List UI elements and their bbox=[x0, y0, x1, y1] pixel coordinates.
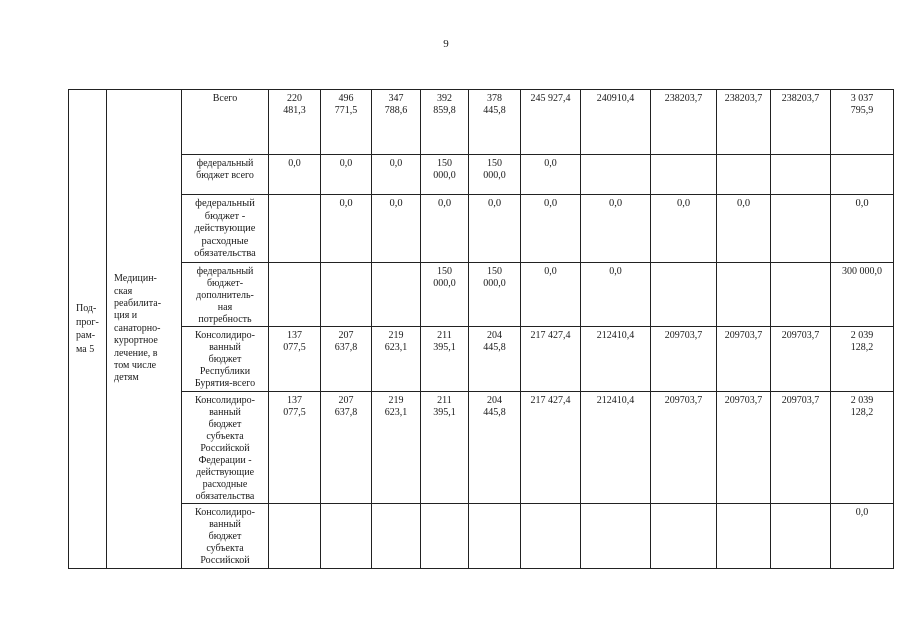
value-cell bbox=[321, 195, 372, 263]
value-cell bbox=[717, 392, 771, 504]
value-cell bbox=[469, 195, 521, 263]
value-cell bbox=[521, 327, 581, 392]
cell-value: 0,0 bbox=[855, 507, 869, 518]
value-cell bbox=[771, 195, 831, 263]
row-label: Консолидиро- ванный бюджет Республики Бурятия-всего bbox=[194, 330, 256, 389]
cell-value: 238203,7 bbox=[781, 93, 820, 104]
cell-value: 219 623,1 bbox=[384, 330, 408, 353]
value-cell bbox=[521, 392, 581, 504]
table-row bbox=[69, 327, 894, 392]
cell-value: 0,0 bbox=[339, 158, 353, 169]
value-cell bbox=[521, 195, 581, 263]
value-cell bbox=[581, 327, 651, 392]
table-row bbox=[69, 263, 894, 327]
row-label-cell bbox=[182, 155, 269, 195]
cell-value: 3 037 795,9 bbox=[850, 93, 874, 116]
value-cell bbox=[469, 155, 521, 195]
value-cell bbox=[581, 504, 651, 569]
value-cell bbox=[421, 263, 469, 327]
value-cell bbox=[421, 504, 469, 569]
value-cell bbox=[469, 263, 521, 327]
value-cell bbox=[421, 195, 469, 263]
value-cell bbox=[771, 504, 831, 569]
value-cell bbox=[521, 263, 581, 327]
cell-value: 211 395,1 bbox=[433, 395, 456, 418]
value-cell bbox=[581, 392, 651, 504]
value-cell bbox=[269, 155, 321, 195]
budget-table bbox=[68, 89, 894, 569]
value-cell bbox=[372, 155, 421, 195]
value-cell bbox=[421, 155, 469, 195]
cell-value: 211 395,1 bbox=[433, 330, 456, 353]
total-cell bbox=[831, 155, 894, 195]
value-cell bbox=[717, 504, 771, 569]
row-label-cell bbox=[182, 392, 269, 504]
total-cell bbox=[831, 327, 894, 392]
table-row bbox=[69, 504, 894, 569]
value-cell bbox=[421, 327, 469, 392]
cell-value: 0,0 bbox=[608, 198, 623, 209]
value-cell bbox=[717, 263, 771, 327]
cell-value: 209703,7 bbox=[664, 395, 703, 406]
cell-value: 207 637,8 bbox=[334, 330, 358, 353]
total-cell bbox=[831, 504, 894, 569]
cell-value: 137 077,5 bbox=[283, 395, 306, 418]
cell-value: 0,0 bbox=[389, 158, 403, 169]
value-cell bbox=[581, 263, 651, 327]
value-cell bbox=[269, 263, 321, 327]
cell-value: 238203,7 bbox=[664, 93, 703, 104]
cell-value: 0,0 bbox=[339, 198, 353, 209]
value-cell bbox=[269, 90, 321, 155]
cell-value: 0,0 bbox=[543, 198, 558, 209]
cell-value: 204 445,8 bbox=[483, 330, 506, 353]
value-cell bbox=[717, 155, 771, 195]
row-label: Всего bbox=[212, 93, 238, 104]
value-cell bbox=[581, 90, 651, 155]
value-cell bbox=[269, 504, 321, 569]
value-cell bbox=[372, 90, 421, 155]
total-cell bbox=[831, 392, 894, 504]
cell-value: 209703,7 bbox=[781, 330, 820, 341]
row-label: Консолидиро- ванный бюджет субъекта Российской Федерации - действующие расходные обязательства bbox=[195, 395, 255, 502]
row-label-cell bbox=[182, 263, 269, 327]
cell-value: 0,0 bbox=[544, 266, 557, 277]
cell-value: 238203,7 bbox=[724, 93, 763, 104]
value-cell bbox=[269, 392, 321, 504]
cell-value: 347 788,6 bbox=[384, 93, 408, 116]
value-cell bbox=[269, 195, 321, 263]
page-number: 9 bbox=[443, 38, 449, 50]
subprogram-label: Медицин- ская реабилита- ция и санаторно- курортное лечение, в том числе детям bbox=[114, 273, 162, 384]
value-cell bbox=[771, 263, 831, 327]
cell-value: 0,0 bbox=[609, 266, 622, 277]
value-cell bbox=[469, 327, 521, 392]
value-cell bbox=[651, 327, 717, 392]
value-cell bbox=[321, 155, 372, 195]
cell-value: 0,0 bbox=[736, 198, 751, 209]
value-cell bbox=[469, 504, 521, 569]
value-cell bbox=[521, 155, 581, 195]
row-label-cell bbox=[182, 504, 269, 569]
cell-value: 220 481,3 bbox=[283, 93, 306, 116]
subprogram-cell bbox=[107, 90, 182, 569]
cell-value: 219 623,1 bbox=[384, 395, 408, 418]
value-cell bbox=[521, 90, 581, 155]
value-cell bbox=[651, 195, 717, 263]
cell-value: 300 000,0 bbox=[842, 266, 882, 277]
value-cell bbox=[469, 392, 521, 504]
value-cell bbox=[651, 263, 717, 327]
row-label: Консолидиро- ванный бюджет субъекта Российской bbox=[195, 507, 255, 566]
value-cell bbox=[717, 327, 771, 392]
cell-value: 240910,4 bbox=[596, 93, 635, 104]
row-label: федеральный бюджет всего bbox=[196, 158, 254, 181]
row-label-cell bbox=[182, 327, 269, 392]
cell-value: 245 927,4 bbox=[530, 93, 571, 104]
value-cell bbox=[581, 195, 651, 263]
cell-value: 0,0 bbox=[437, 198, 452, 209]
row-label-cell bbox=[182, 90, 269, 155]
cell-value: 2 039 128,2 bbox=[850, 395, 874, 418]
cell-value: 0,0 bbox=[544, 158, 557, 169]
value-cell bbox=[717, 195, 771, 263]
value-cell bbox=[771, 155, 831, 195]
value-cell bbox=[651, 90, 717, 155]
total-cell bbox=[831, 195, 894, 263]
total-cell bbox=[831, 90, 894, 155]
row-label: федеральный бюджет - действующие расходные обязательства bbox=[194, 198, 256, 259]
cell-value: 150 000,0 bbox=[433, 158, 456, 181]
table-row bbox=[69, 155, 894, 195]
cell-value: 378 445,8 bbox=[483, 93, 506, 116]
value-cell bbox=[421, 392, 469, 504]
value-cell bbox=[321, 90, 372, 155]
program-label: Под- прог- рам- ма 5 bbox=[76, 303, 99, 355]
cell-value: 209703,7 bbox=[724, 395, 763, 406]
cell-value: 137 077,5 bbox=[283, 330, 306, 353]
cell-value: 2 039 128,2 bbox=[850, 330, 874, 353]
cell-value: 0,0 bbox=[676, 198, 691, 209]
value-cell bbox=[372, 263, 421, 327]
table-row bbox=[69, 195, 894, 263]
value-cell bbox=[321, 392, 372, 504]
value-cell bbox=[372, 195, 421, 263]
cell-value: 207 637,8 bbox=[334, 395, 358, 418]
cell-value: 209703,7 bbox=[664, 330, 703, 341]
value-cell bbox=[651, 155, 717, 195]
total-cell bbox=[831, 263, 894, 327]
value-cell bbox=[651, 392, 717, 504]
cell-value: 0,0 bbox=[389, 198, 403, 209]
value-cell bbox=[581, 155, 651, 195]
row-label-cell bbox=[182, 195, 269, 263]
value-cell bbox=[372, 327, 421, 392]
value-cell bbox=[651, 504, 717, 569]
value-cell bbox=[771, 90, 831, 155]
value-cell bbox=[321, 504, 372, 569]
value-cell bbox=[372, 504, 421, 569]
value-cell bbox=[469, 90, 521, 155]
value-cell bbox=[269, 327, 321, 392]
value-cell bbox=[717, 90, 771, 155]
table-row bbox=[69, 90, 894, 155]
cell-value: 217 427,4 bbox=[530, 330, 571, 341]
row-label: федеральный бюджет- дополнитель- ная потребность bbox=[196, 266, 254, 325]
cell-value: 150 000,0 bbox=[433, 266, 456, 289]
value-cell bbox=[771, 392, 831, 504]
cell-value: 217 427,4 bbox=[530, 395, 571, 406]
cell-value: 496 771,5 bbox=[334, 93, 358, 116]
cell-value: 204 445,8 bbox=[483, 395, 506, 418]
cell-value: 0,0 bbox=[288, 158, 301, 169]
cell-value: 212410,4 bbox=[596, 395, 635, 406]
value-cell bbox=[321, 263, 372, 327]
cell-value: 212410,4 bbox=[596, 330, 635, 341]
value-cell bbox=[321, 327, 372, 392]
cell-value: 209703,7 bbox=[781, 395, 820, 406]
value-cell bbox=[421, 90, 469, 155]
cell-value: 209703,7 bbox=[724, 330, 763, 341]
value-cell bbox=[771, 327, 831, 392]
cell-value: 392 859,8 bbox=[433, 93, 456, 116]
value-cell bbox=[521, 504, 581, 569]
cell-value: 150 000,0 bbox=[483, 266, 506, 289]
table-row bbox=[69, 392, 894, 504]
program-cell bbox=[69, 90, 107, 569]
value-cell bbox=[372, 392, 421, 504]
cell-value: 150 000,0 bbox=[483, 158, 506, 181]
cell-value: 0,0 bbox=[487, 198, 502, 209]
cell-value: 0,0 bbox=[855, 198, 869, 209]
